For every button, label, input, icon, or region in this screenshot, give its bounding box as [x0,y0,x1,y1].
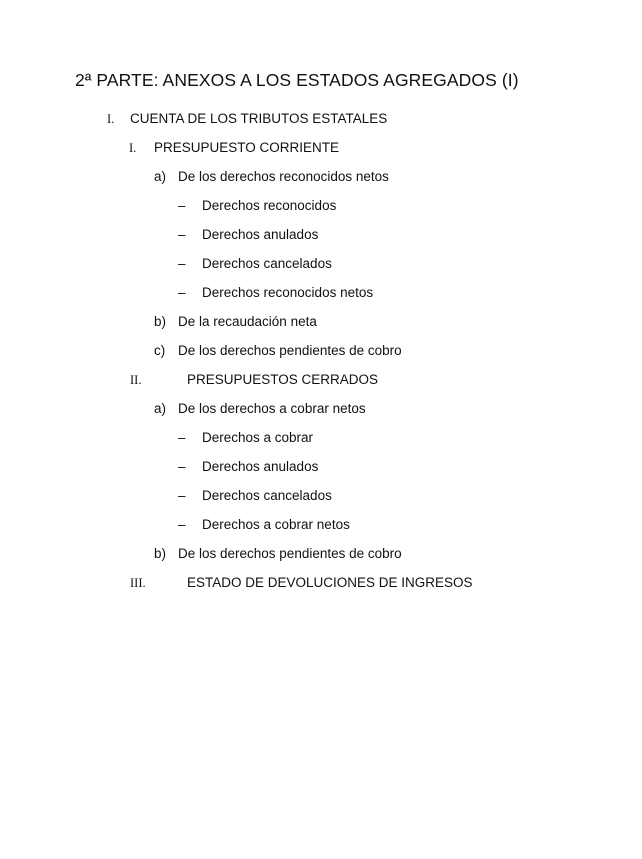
dash-marker: – [178,488,186,503]
subsection-marker: I. [129,141,137,155]
sub-item-label: Derechos cancelados [202,488,332,503]
section-marker: I. [107,112,115,126]
sub-item-label: Derechos cancelados [202,256,332,271]
dash-marker: – [178,256,186,271]
sub-item-label: Derechos anulados [202,227,319,242]
section-label: CUENTA DE LOS TRIBUTOS ESTATALES [130,111,388,126]
item-label: De los derechos reconocidos netos [178,169,389,184]
sub-item-label: Derechos reconocidos netos [202,285,374,300]
page-title: 2ª PARTE: ANEXOS A LOS ESTADOS AGREGADOS (I) [75,70,519,90]
item-label: De los derechos pendientes de cobro [178,343,402,358]
dash-marker: – [178,198,186,213]
subsection-label: PRESUPUESTOS CERRADOS [187,372,379,387]
subsection-marker: II. [130,373,142,387]
item-label: De los derechos a cobrar netos [178,401,366,416]
sub-item-label: Derechos a cobrar [202,430,314,445]
dash-marker: – [178,430,186,445]
item-marker: c) [154,343,166,358]
item-marker: a) [154,169,167,184]
item-marker: b) [154,314,167,329]
item-label: De la recaudación neta [178,314,317,329]
item-marker: b) [154,546,167,561]
dash-marker: – [178,285,186,300]
item-label: De los derechos pendientes de cobro [178,546,402,561]
dash-marker: – [178,459,186,474]
item-marker: a) [154,401,167,416]
subsection-label: ESTADO DE DEVOLUCIONES DE INGRESOS [187,575,473,590]
subsection-marker: III. [130,576,146,590]
subsection-label: PRESUPUESTO CORRIENTE [154,140,340,155]
sub-item-label: Derechos reconocidos [202,198,337,213]
sub-item-label: Derechos anulados [202,459,319,474]
dash-marker: – [178,517,186,532]
sub-item-label: Derechos a cobrar netos [202,517,350,532]
dash-marker: – [178,227,186,242]
